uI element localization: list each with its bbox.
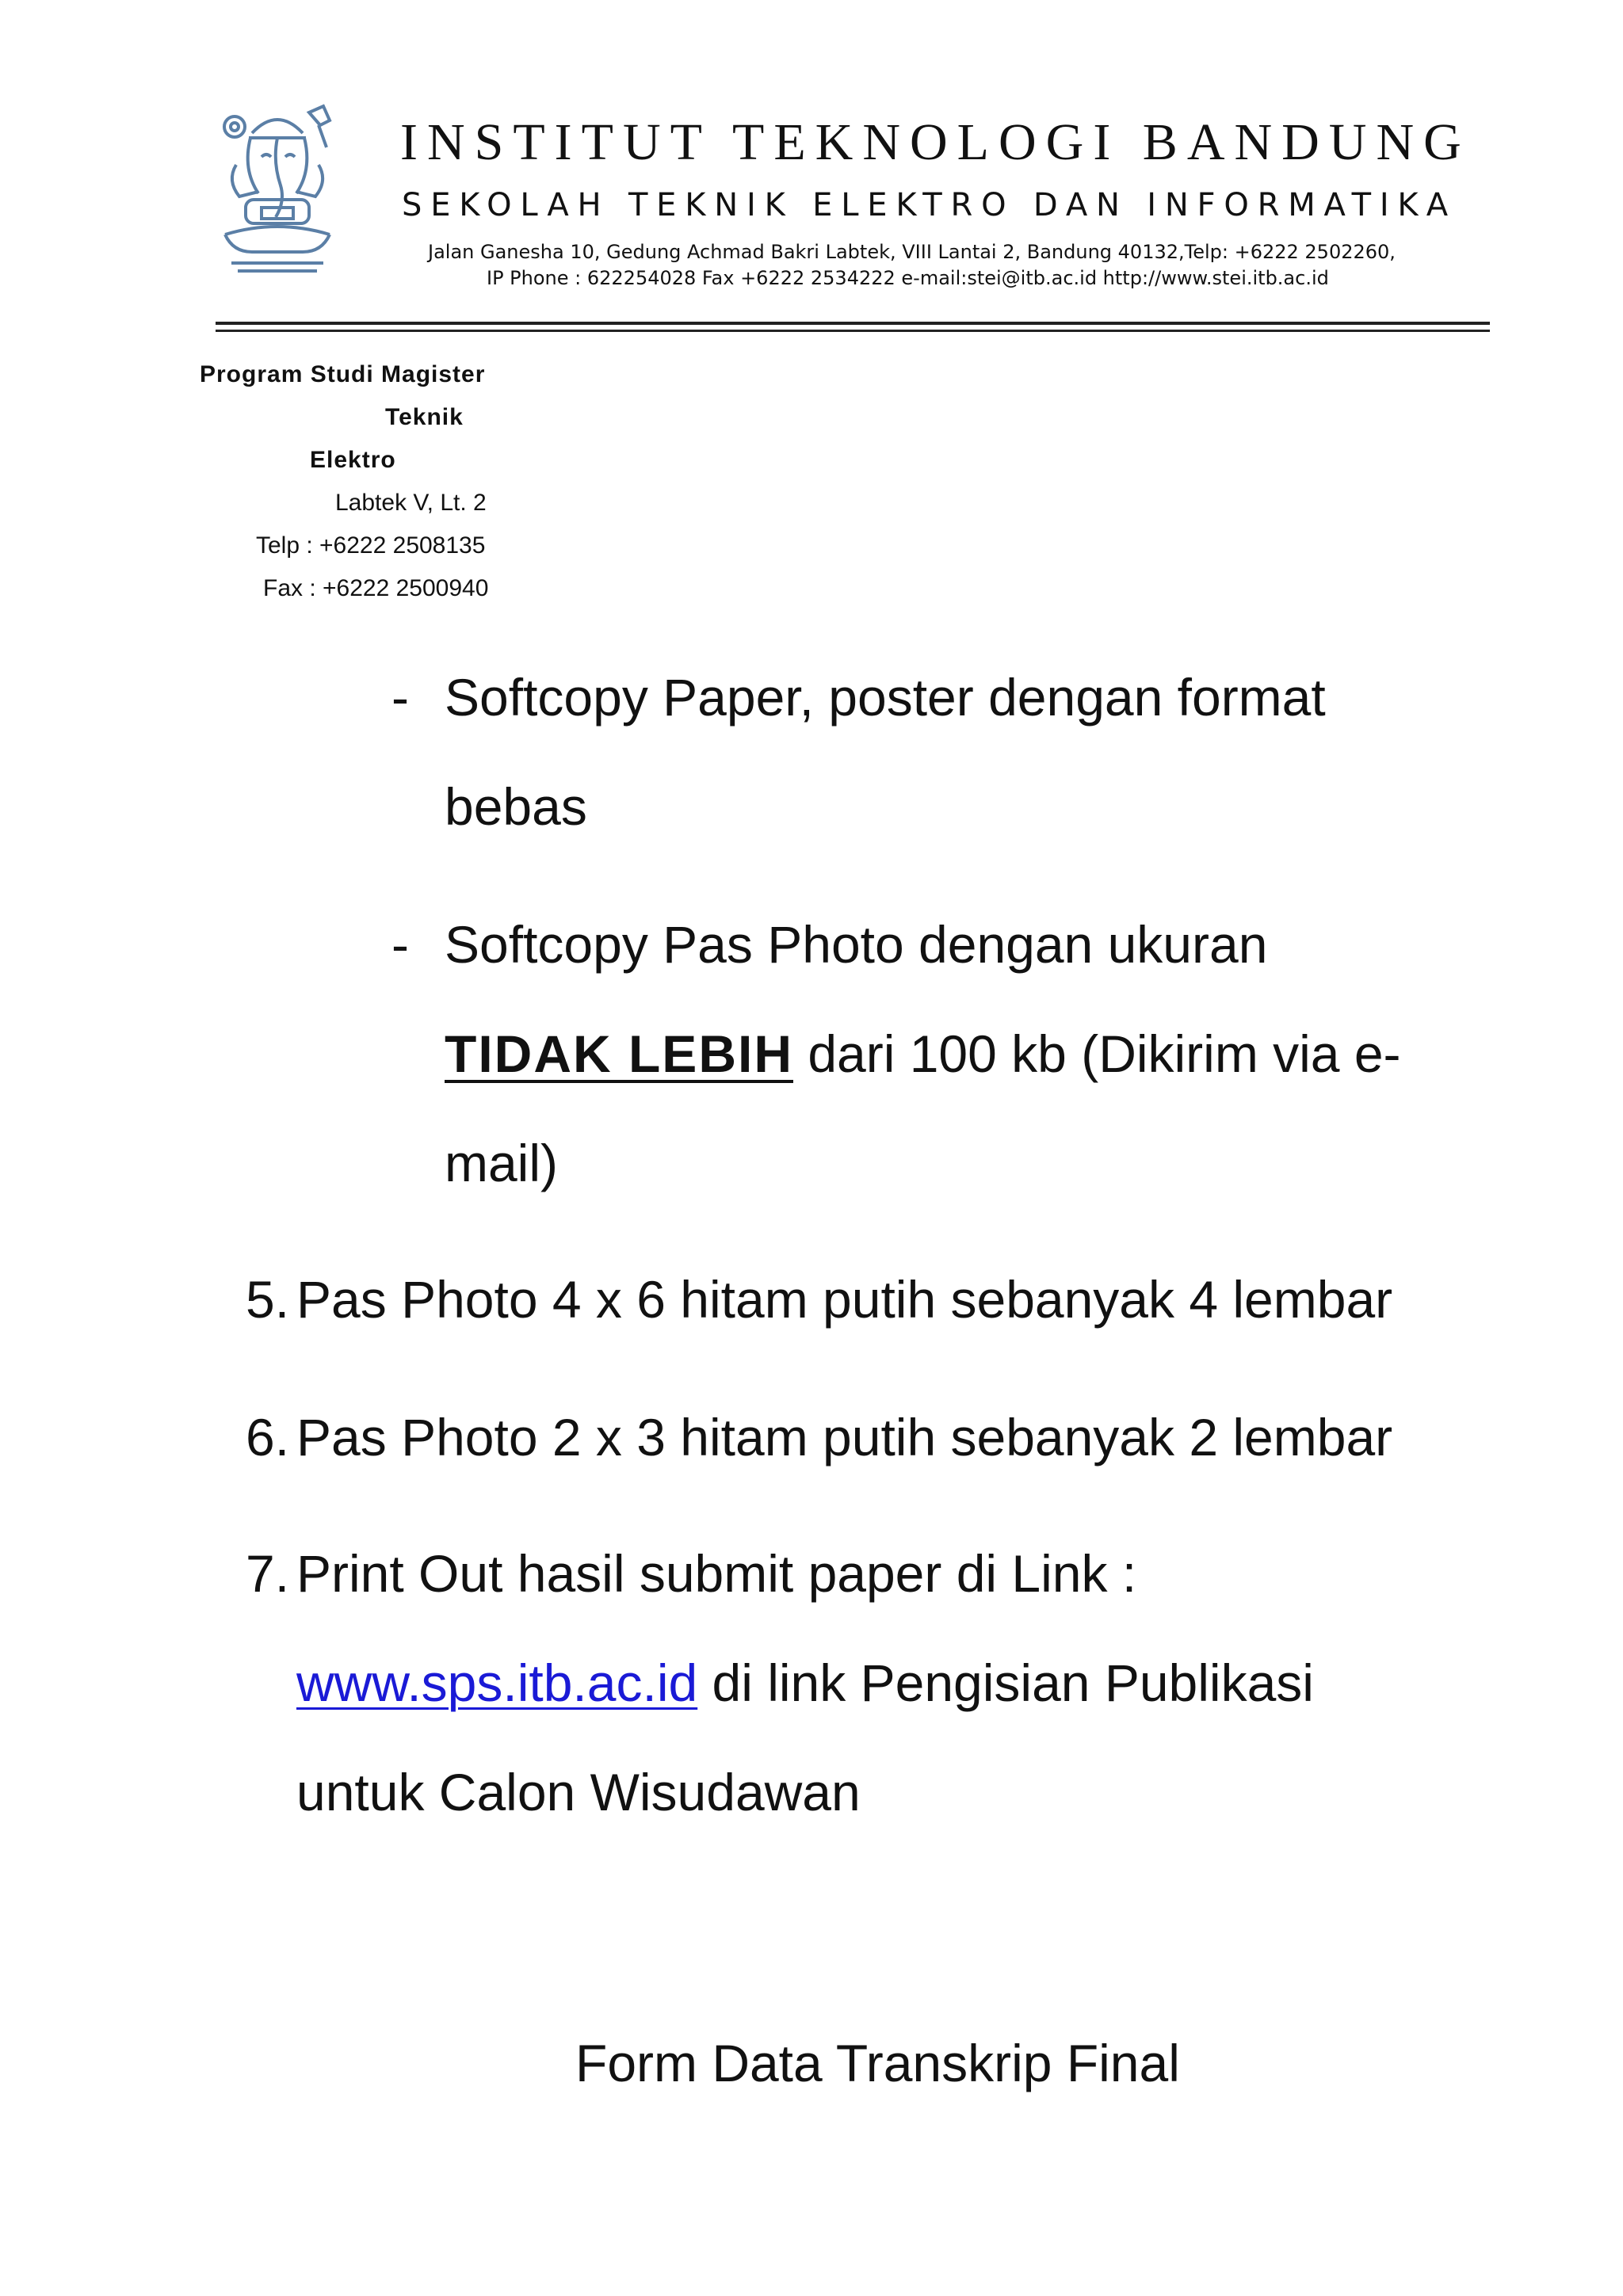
list-item-7-line-1: Print Out hasil submit paper di Link : — [296, 1544, 1137, 1603]
bullet-dash: - — [391, 668, 409, 727]
sps-itb-link[interactable]: www.sps.itb.ac.id — [296, 1653, 698, 1712]
program-location: Labtek V, Lt. 2 — [335, 490, 487, 516]
bullet-item-2-line-2-rest: dari 100 kb (Dikirim via e- — [792, 1024, 1401, 1083]
header-divider-bottom — [216, 330, 1490, 332]
list-item-6: Pas Photo 2 x 3 hitam putih sebanyak 2 lembar — [296, 1408, 1393, 1466]
program-study-label-3: Elektro — [310, 447, 396, 473]
bullet-item-1-line-2: bebas — [445, 777, 587, 836]
bullet-dash: - — [391, 915, 409, 974]
list-number-6: 6. — [246, 1408, 290, 1466]
school-name: SEKOLAH TEKNIK ELEKTRO DAN INFORMATIKA — [402, 187, 1457, 223]
bullet-item-2-line-3: mail) — [445, 1134, 558, 1192]
list-number-5: 5. — [246, 1270, 290, 1329]
program-study-label: Program Studi Magister — [200, 361, 486, 387]
list-number-7: 7. — [246, 1544, 290, 1603]
institution-name: INSTITUT TEKNOLOGI BANDUNG — [400, 113, 1471, 171]
bullet-item-2-line-2 — [445, 1024, 1401, 1084]
list-item-7-line-2 — [296, 1653, 1314, 1713]
bullet-item-1-line-1: Softcopy Paper, poster dengan format — [445, 668, 1326, 727]
address-line-1: Jalan Ganesha 10, Gedung Achmad Bakri Labtek, VIII Lantai 2, Bandung 40132,Telp: +6222 2502260, — [428, 241, 1396, 263]
emphasis-tidak-lebih: TIDAK LEBIH — [445, 1024, 793, 1083]
list-item-7-line-2-rest: di link Pengisian Publikasi — [697, 1653, 1314, 1712]
program-phone: Telp : +6222 2508135 — [256, 532, 486, 559]
address-line-2: IP Phone : 622254028 Fax +6222 2534222 e-mail:stei@itb.ac.id http://www.stei.itb.ac.id — [487, 267, 1329, 289]
bullet-item-2-line-1: Softcopy Pas Photo dengan ukuran — [445, 915, 1268, 974]
program-fax: Fax : +6222 2500940 — [263, 575, 489, 601]
form-title: Form Data Transkrip Final — [575, 2034, 1180, 2092]
list-item-5: Pas Photo 4 x 6 hitam putih sebanyak 4 lembar — [296, 1270, 1393, 1329]
list-item-7-line-3: untuk Calon Wisudawan — [296, 1763, 861, 1821]
header-divider-top — [216, 322, 1490, 325]
program-study-label-2: Teknik — [385, 404, 464, 430]
itb-ganesha-logo — [214, 101, 341, 277]
